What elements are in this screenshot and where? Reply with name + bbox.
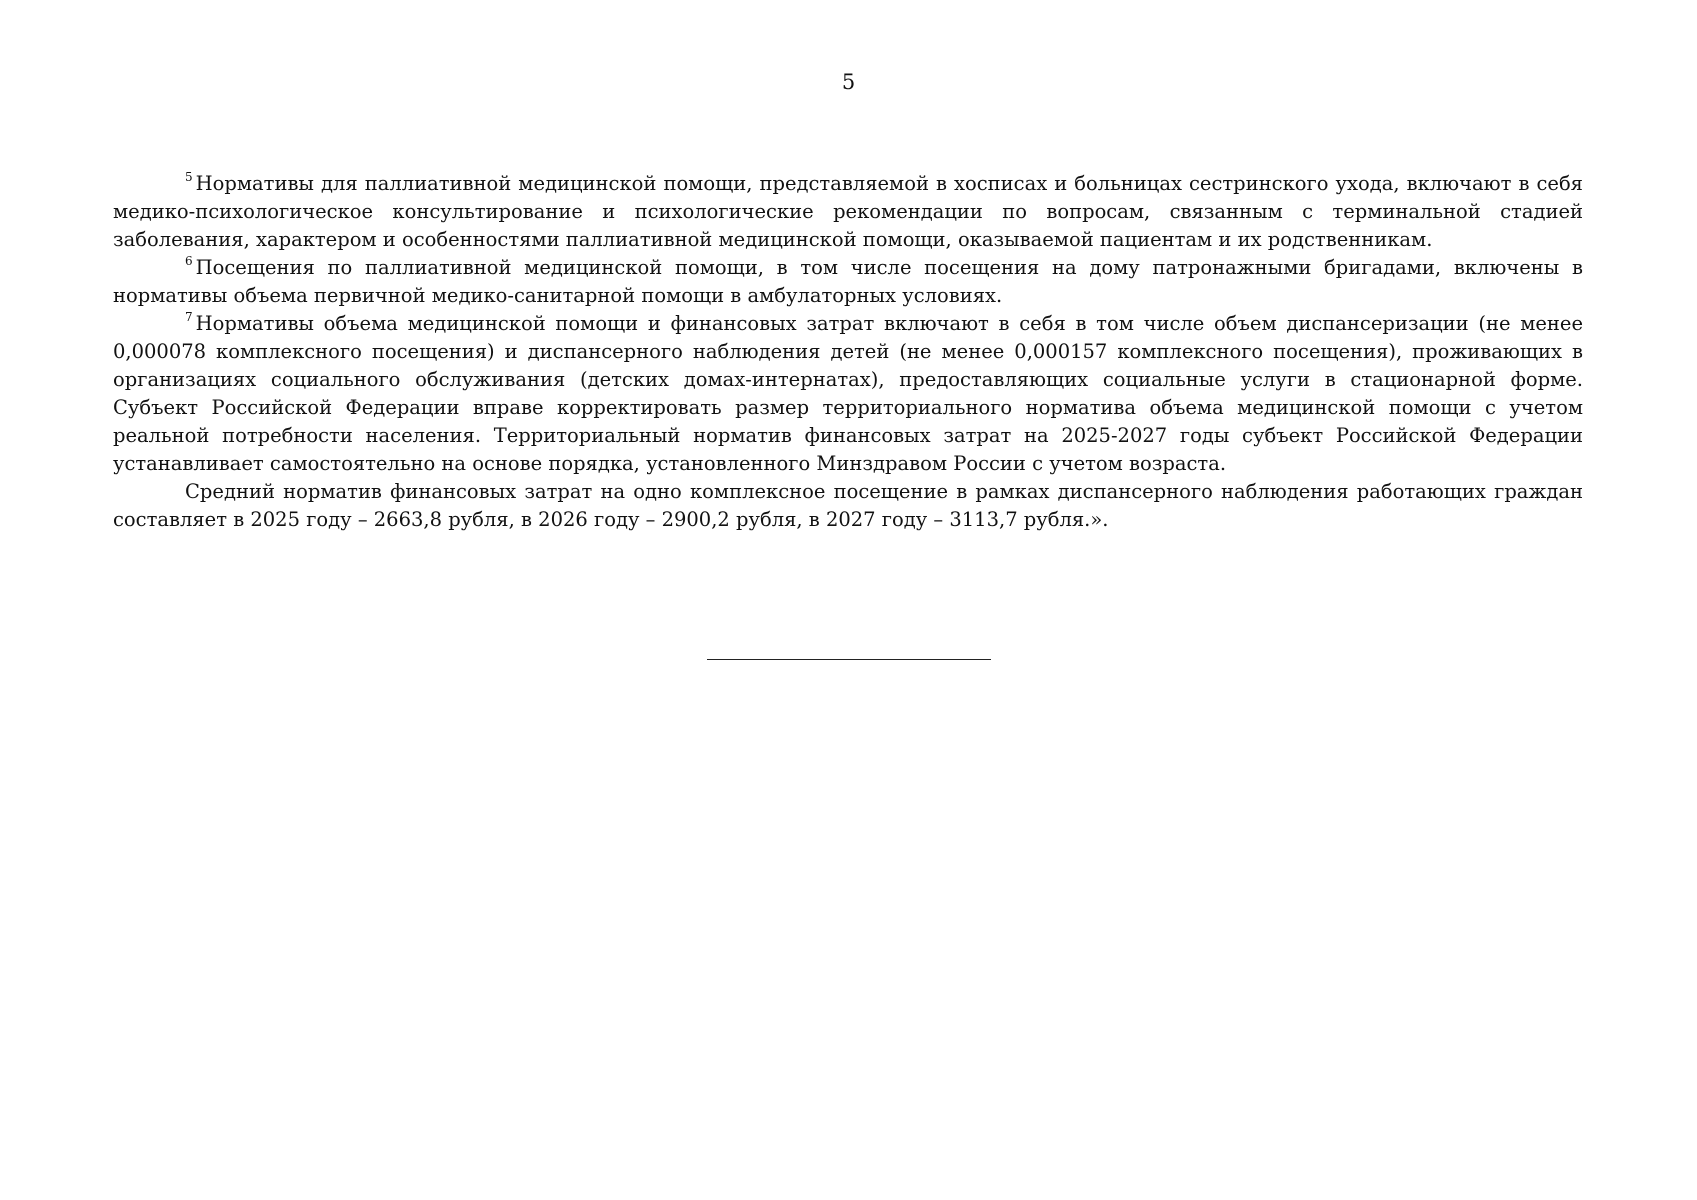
footnote-7 — [113, 310, 1583, 478]
footnote-text: Нормативы для паллиативной медицинской помощи, представляемой в хосписах и больницах сестринского ухода, включают в себя медико-психологическое консультирование и психологические рекомендации по вопросам, связанным с терминальной стадией заболевания, характером и особенностями паллиативной медицинской помощи, оказываемой пациентам и их родственникам. — [113, 172, 1583, 251]
average-cost-paragraph — [113, 478, 1583, 534]
footnote-text: Нормативы объема медицинской помощи и финансовых затрат включают в себя в том числе объем диспансеризации (не менее 0,000078 комплексного посещения) и диспансерного наблюдения детей (не менее 0,000157 комплексного посещения), проживающих в организациях социального обслуживания (детских домах-интернатах), предоставляющих социальные услуги в стационарной форме. Субъект Российской Федерации вправе корректировать размер территориального норматива объема медицинской помощи с учетом реальной потребности населения. Территориальный норматив финансовых затрат на 2025-2027 годы субъект Российской Федерации устанавливает самостоятельно на основе порядка, установленного Минздравом России с учетом возраста. — [113, 312, 1583, 475]
footnote-marker: 6 — [185, 254, 193, 268]
paragraph-text: Средний норматив финансовых затрат на одно комплексное посещение в рамках диспансерного наблюдения работающих граждан составляет в 2025 году – 2663,8 рубля, в 2026 году – 2900,2 рубля, в 2027 году – 3113,7 рубля.». — [113, 480, 1583, 531]
footnote-5 — [113, 170, 1583, 254]
footnotes-section — [113, 170, 1583, 534]
end-divider-line — [707, 659, 991, 660]
footnote-marker: 7 — [185, 310, 193, 324]
page-number: 5 — [841, 70, 856, 94]
footnote-text: Посещения по паллиативной медицинской помощи, в том числе посещения на дому патронажными бригадами, включены в нормативы объема первичной медико-санитарной помощи в амбулаторных условиях. — [113, 256, 1583, 307]
footnote-6 — [113, 254, 1583, 310]
footnote-marker: 5 — [185, 170, 193, 184]
